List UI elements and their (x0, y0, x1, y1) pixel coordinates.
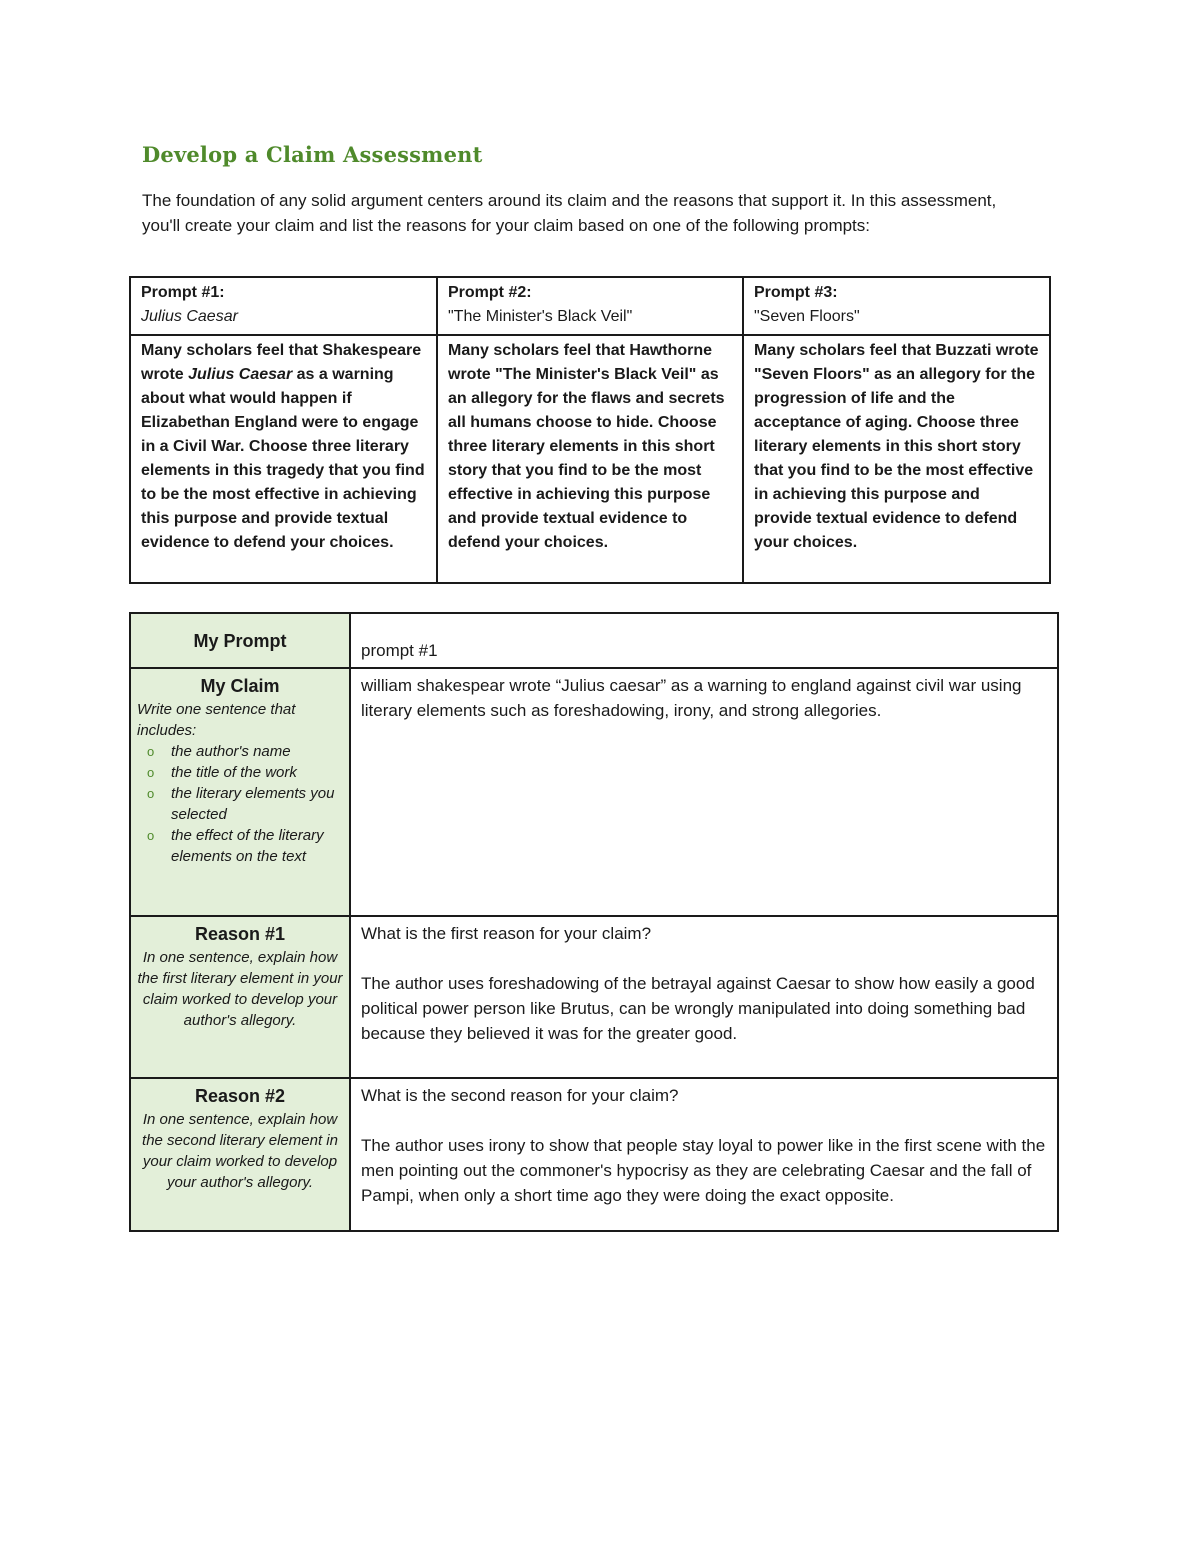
prompt-2-header (437, 277, 743, 335)
reason-2-value-cell[interactable] (350, 1078, 1058, 1231)
list-item: o the effect of the literary elements on the text (147, 827, 324, 865)
prompts-body-row (130, 335, 1050, 583)
my-prompt-value-cell[interactable] (350, 613, 1058, 668)
reason-1-instruction: In one sentence, explain how the first literary element in your claim worked to develop your author's allegory. (137, 949, 343, 1029)
circle-bullet-icon: o (147, 786, 155, 801)
my-claim-label: My Claim (200, 676, 280, 696)
prompt-1-body-before: Many scholars feel that Shakespeare wrote (141, 342, 422, 383)
prompt-2-body (437, 335, 743, 583)
reason-2-instruction: In one sentence, explain how the second literary element in your claim worked to develop your author's allegory. (142, 1111, 338, 1191)
my-claim-value[interactable]: william shakespear wrote “Julius caesar” as a warning to england against civil war using literary elements such as foreshadowing, irony, and strong allegories. (361, 676, 1022, 720)
reason-1-value-cell[interactable] (350, 916, 1058, 1078)
my-claim-value-cell[interactable] (350, 668, 1058, 916)
prompt-2-label: Prompt #2: (448, 284, 532, 301)
prompt-1-body-italic: Julius Caesar (188, 366, 293, 383)
prompt-2-work: "The Minister's Black Veil" (448, 308, 633, 325)
my-claim-checklist (137, 741, 343, 867)
prompt-1-body (130, 335, 437, 583)
list-item: o the literary elements you selected (147, 785, 335, 823)
response-table (129, 612, 1059, 1232)
prompt-1-label: Prompt #1: (141, 284, 225, 301)
reason-1-question: What is the first reason for your claim? (361, 924, 652, 943)
intro-paragraph: The foundation of any solid argument centers around its claim and the reasons that support it. In this assessment, you'll create your claim and list the reasons for your claim based on one of the following prompts: (142, 191, 997, 235)
circle-bullet-icon: o (147, 765, 155, 780)
list-item: o the title of the work (147, 764, 297, 781)
my-claim-instruction: Write one sentence that includes: (137, 701, 296, 739)
page-title: Develop a Claim Assessment (142, 142, 483, 167)
my-prompt-label: My Prompt (193, 630, 287, 651)
reason-1-label: Reason #1 (194, 924, 286, 944)
prompt-3-header (743, 277, 1050, 335)
prompt-1-body-after: as a warning about what would happen if Elizabethan England were to engage in a Civil War. Choose three literary elements in this tragedy that you find to be the most effective in achieving this purpose and provide textual evidence to defend your choices. (141, 366, 425, 551)
reason-2-label: Reason #2 (194, 1086, 286, 1106)
prompt-1-header (130, 277, 437, 335)
circle-bullet-icon: o (147, 828, 155, 843)
reason-1-answer[interactable]: The author uses foreshadowing of the betrayal against Caesar to show how easily a good political power person like Brutus, can be wrongly manipulated into doing something bad because they believed it was for the greater good. (361, 974, 1035, 1043)
my-prompt-value[interactable]: prompt #1 (361, 641, 438, 660)
reason-2-question: What is the second reason for your claim? (361, 1086, 679, 1105)
my-claim-row (130, 668, 1058, 916)
prompt-2-body-text: Many scholars feel that Hawthorne wrote "The Minister's Black Veil" as an allegory for the flaws and secrets all humans choose to hide. Choose three literary elements in this short story that you find to be the most effective in achieving this purpose and provide textual evidence to defend your choices. (448, 342, 725, 551)
prompts-table (129, 276, 1051, 584)
prompt-3-work: "Seven Floors" (754, 308, 860, 325)
my-prompt-row (130, 613, 1058, 668)
reason-2-row (130, 1078, 1058, 1231)
my-prompt-label-cell (130, 613, 350, 668)
prompt-3-label: Prompt #3: (754, 284, 838, 301)
prompt-3-body-text: Many scholars feel that Buzzati wrote "Seven Floors" as an allegory for the progression of life and the acceptance of aging. Choose three literary elements in this short story that you find to be the most effective in achieving this purpose and provide textual evidence to defend your choices. (754, 342, 1039, 551)
reason-2-answer[interactable]: The author uses irony to show that people stay loyal to power like in the first scene with the men pointing out the commoner's hypocrisy as they are celebrating Caesar and the fall of Pampi, when only a short time ago they were doing the exact opposite. (361, 1136, 1046, 1205)
reason-1-label-cell (130, 916, 350, 1078)
prompt-3-body (743, 335, 1050, 583)
reason-1-row (130, 916, 1058, 1078)
prompts-header-row (130, 277, 1050, 335)
prompt-1-work: Julius Caesar (141, 308, 238, 325)
reason-2-label-cell (130, 1078, 350, 1231)
my-claim-label-cell (130, 668, 350, 916)
circle-bullet-icon: o (147, 744, 155, 759)
list-item: o the author's name (147, 743, 291, 760)
